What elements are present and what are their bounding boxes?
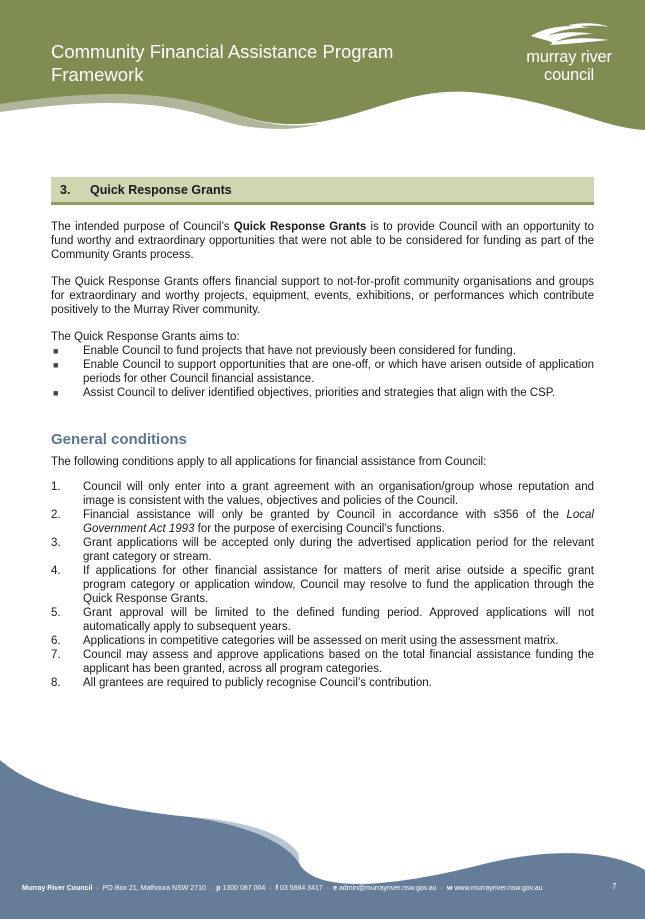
intro-text-end: is to provide Council with an opportunity to fund worthy and extraordinary opportunities that were not able to be considered for funding as part of the Community Grants process. (51, 221, 595, 261)
river-swoosh-icon (529, 22, 611, 46)
conditions-list (51, 480, 594, 690)
section-number: 3. (60, 182, 71, 197)
list-item-text: Enable Council to fund projects that have not previously been considered for funding. (83, 345, 516, 357)
document-title-line2: Framework (51, 64, 144, 85)
list-number: 5. (51, 607, 61, 619)
footer-banner (0, 755, 645, 919)
general-conditions-heading: General conditions (51, 431, 187, 448)
section-title: Quick Response Grants (90, 182, 232, 197)
footer-org: Murray River Council (22, 885, 93, 892)
list-number: 2. (51, 509, 61, 521)
bullet-icon: ■ (53, 346, 59, 356)
aims-list (51, 344, 594, 400)
document-title (51, 40, 471, 86)
fax-label: f (275, 885, 278, 892)
support-paragraph: The Quick Response Grants offers financial support to not-for-profit community organisations and groups for extraordinary and worthy projects, equipment, events, exhibitions, or performances which contribute positively to the Murray River community. (51, 276, 594, 316)
council-logo (515, 22, 625, 90)
list-number: 4. (51, 565, 61, 577)
main-content (51, 220, 594, 690)
list-item (51, 676, 594, 690)
act-title: Local Government Act 1993 (83, 509, 594, 535)
list-number: 6. (51, 635, 61, 647)
footer-email[interactable]: admin@murrayriver.nsw.gov.au (338, 885, 437, 892)
email-label: e (333, 885, 337, 892)
list-item (51, 536, 594, 564)
web-label: w (446, 885, 453, 892)
conditions-lead: The following conditions apply to all applications for financial assistance from Council: (51, 456, 487, 468)
logo-text-line1: murray river (526, 48, 612, 66)
list-item (51, 508, 594, 536)
intro-text-start: The intended purpose of Council’s (51, 221, 234, 233)
page-number: 7 (612, 882, 617, 891)
list-item-text: Enable Council to support opportunities that are one-off, or which have arisen outside of application periods for other Council financial assistance. (83, 359, 594, 385)
footer-contact: Murray River Council · PO Box 21, Mathoura NSW 2710 · p 1300 087 004 · f 03 5884 3417 · e admin@murrayriver.nsw.gov.au · w www.murrayriver.nsw.gov.au (22, 885, 543, 892)
list-item (51, 564, 594, 606)
list-number: 3. (51, 537, 61, 549)
list-number: 7. (51, 649, 61, 661)
list-item-text: Applications in competitive categories will be assessed on merit using the assessment matrix. (83, 635, 559, 647)
document-title-line1: Community Financial Assistance Program (51, 41, 394, 62)
list-number: 8. (51, 677, 61, 689)
list-item-text: for the purpose of exercising Council’s functions. (194, 523, 445, 535)
footer-fax: 03 5884 3417 (279, 885, 323, 892)
intro-bold-term: Quick Response Grants (233, 221, 367, 233)
section-heading-bar (51, 177, 594, 205)
list-item-text: Council may assess and approve applications based on the total financial assistance funding the applicant has been granted, across all program categories. (83, 649, 594, 675)
list-item-text: Grant approval will be limited to the defined funding period. Approved applications will not automatically apply to subsequent years. (83, 607, 594, 633)
list-item (51, 480, 594, 508)
list-item (51, 386, 594, 400)
aims-lead: The Quick Response Grants aims to: (51, 331, 240, 343)
phone-label: p (216, 885, 221, 892)
intro-paragraph (51, 220, 594, 262)
list-item-text: Assist Council to deliver identified objectives, priorities and strategies that align with the CSP. (83, 387, 556, 399)
list-item (51, 606, 594, 634)
footer-address: PO Box 21, Mathoura NSW 2710 (102, 885, 206, 892)
footer-phone: 1300 087 004 (222, 885, 266, 892)
bullet-icon: ■ (53, 388, 59, 398)
list-item-text: Council will only enter into a grant agreement with an organisation/group whose reputation and image is consistent with the values, objectives and policies of the Council. (83, 481, 594, 507)
list-number: 1. (51, 481, 61, 493)
bullet-icon: ■ (53, 360, 59, 370)
list-item-text: All grantees are required to publicly recognise Council’s contribution. (83, 677, 432, 689)
list-item (51, 648, 594, 676)
list-item-text: If applications for other financial assistance for matters of merit arise outside a specific grant program category or application window, Council may resolve to fund the application through the Quick Response Grants. (83, 565, 594, 605)
list-item (51, 634, 594, 648)
list-item (51, 358, 594, 386)
list-item-text: Financial assistance will only be granted by Council in accordance with s356 of the (83, 509, 567, 521)
list-item (51, 344, 594, 358)
logo-text-line2: council (544, 66, 594, 84)
footer-web[interactable]: www.murrayriver.nsw.gov.au (454, 885, 543, 892)
list-item-text: Grant applications will be accepted only during the advertised application period for the relevant grant category or stream. (83, 537, 594, 563)
